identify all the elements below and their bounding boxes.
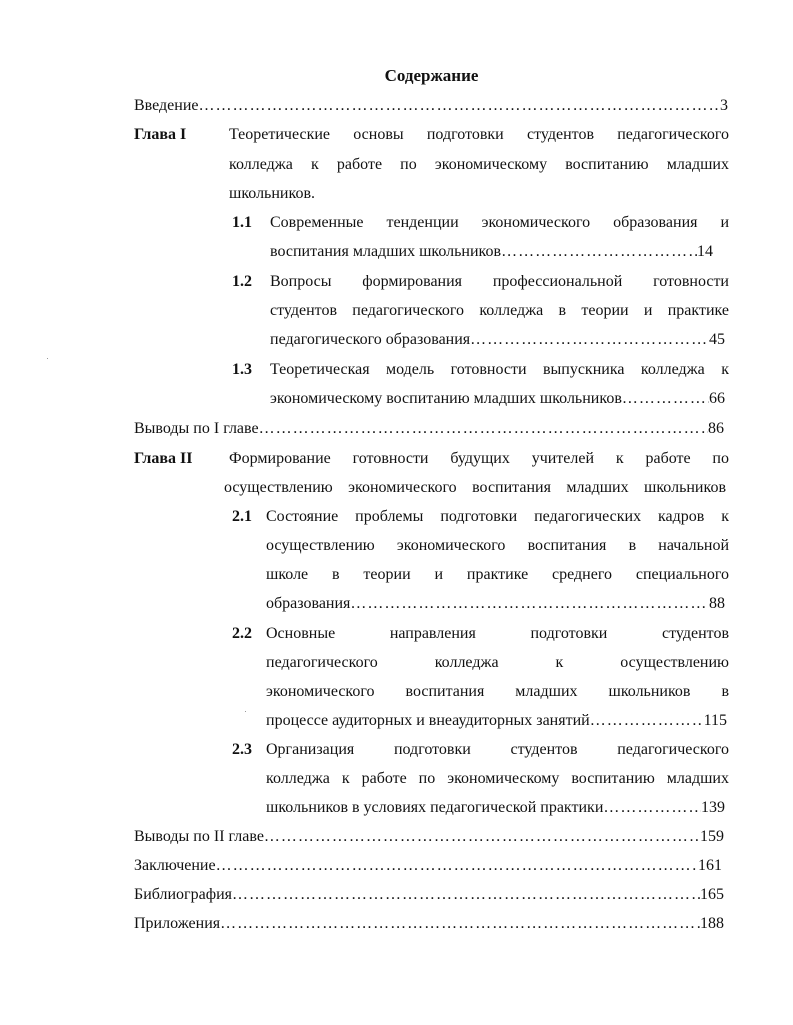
toc-entry-section	[266, 799, 725, 817]
section-number: 1.3	[232, 361, 252, 378]
section-number: 1.1	[232, 214, 252, 231]
section-title-line: школе в теории и практике среднего специального	[266, 566, 729, 583]
toc-entry-appendices	[134, 915, 724, 933]
section-title-line: колледжа к работе по экономическому воспитанию младших	[266, 770, 729, 787]
section-title-line: Состояние проблемы подготовки педагогических кадров к	[266, 508, 729, 525]
toc-entry-intro	[134, 97, 728, 115]
leader-dots	[264, 828, 700, 846]
leader-dots	[259, 420, 708, 438]
toc-entry-conclusion	[134, 857, 722, 875]
section-title-line: педагогического колледжа к осуществлению	[266, 654, 729, 671]
toc-entry-label: Выводы по II главе	[134, 828, 264, 845]
chapter-title-line: школьников.	[229, 185, 315, 202]
leader-dots	[199, 97, 721, 115]
toc-page-number: 14	[697, 243, 713, 260]
toc-entry-section	[270, 390, 725, 408]
section-title-line: Современные тенденции экономического образования и	[270, 214, 729, 231]
toc-page-number: 86	[708, 420, 724, 437]
leader-dots	[590, 712, 704, 730]
leader-dots	[220, 915, 700, 933]
scan-speck	[47, 358, 48, 359]
toc-page-number: 159	[700, 828, 724, 845]
section-title-line: воспитания младших школьников	[270, 243, 502, 260]
toc-page-number: 88	[709, 595, 725, 612]
toc-entry-label: Заключение	[134, 857, 216, 874]
toc-entry-label: Введение	[134, 97, 199, 114]
section-number: 1.2	[232, 273, 252, 290]
chapter-title-line: Теоретические основы подготовки студентов педагогического	[229, 126, 729, 143]
section-title-line: педагогического образования	[270, 331, 471, 348]
section-title-line: экономическому воспитанию младших школьников	[270, 390, 622, 407]
leader-dots	[232, 886, 700, 904]
toc-entry-conclusions-1	[134, 420, 724, 438]
toc-entry-label: Библиография	[134, 886, 232, 903]
leader-dots	[501, 243, 697, 261]
toc-page-number: 139	[701, 799, 725, 816]
chapter-label: Глава II	[134, 450, 193, 467]
section-title-line: Теоретическая модель готовности выпускника колледжа к	[270, 361, 729, 378]
leader-dots	[603, 799, 701, 817]
chapter-title-line: осуществлению экономического воспитания младших школьников	[224, 479, 726, 496]
section-title-line: Вопросы формирования профессиональной готовности	[270, 273, 729, 290]
toc-entry-label: Приложения	[134, 915, 221, 932]
toc-entry-section	[270, 243, 713, 261]
toc-entry-section	[266, 712, 727, 730]
scan-speck	[245, 711, 246, 712]
section-title-line: Организация подготовки студентов педагогического	[266, 741, 729, 758]
toc-page-number: 3	[720, 97, 728, 114]
toc-entry-label: Выводы по I главе	[134, 420, 259, 437]
chapter-title-line: Формирование готовности будущих учителей к работе по	[229, 450, 729, 467]
toc-entry-bibliography	[134, 886, 724, 904]
toc-page-number: 66	[709, 390, 725, 407]
section-title-line: студентов педагогического колледжа в теории и практике	[270, 302, 729, 319]
section-title-line: процессе аудиторных и внеаудиторных занятий	[266, 712, 590, 729]
section-number: 2.1	[232, 508, 252, 525]
toc-page-number: 115	[703, 712, 727, 729]
section-title-line: осуществлению экономического воспитания в начальной	[266, 537, 729, 554]
leader-dots	[216, 857, 698, 875]
section-number: 2.2	[232, 625, 252, 642]
leader-dots	[622, 390, 709, 408]
chapter-title-line: колледжа к работе по экономическому воспитанию младших	[229, 156, 729, 173]
section-title-line: школьников в условиях педагогической практики	[266, 799, 604, 816]
chapter-label: Глава I	[134, 126, 187, 143]
leader-dots	[350, 595, 709, 613]
page-title: Содержание	[384, 66, 479, 85]
section-title-line: экономического воспитания младших школьников в	[266, 683, 729, 700]
section-title-line: образования	[266, 595, 351, 612]
toc-page-number: 165	[700, 886, 724, 903]
leader-dots	[470, 331, 709, 349]
toc-entry-section	[270, 331, 725, 349]
toc-page-number: 161	[698, 857, 722, 874]
toc-page-number: 45	[709, 331, 725, 348]
section-title-line: Основные направления подготовки студентов	[266, 625, 729, 642]
toc-entry-conclusions-2	[134, 828, 724, 846]
section-number: 2.3	[232, 741, 252, 758]
toc-page-number: 188	[700, 915, 724, 932]
toc-entry-section	[266, 595, 725, 613]
